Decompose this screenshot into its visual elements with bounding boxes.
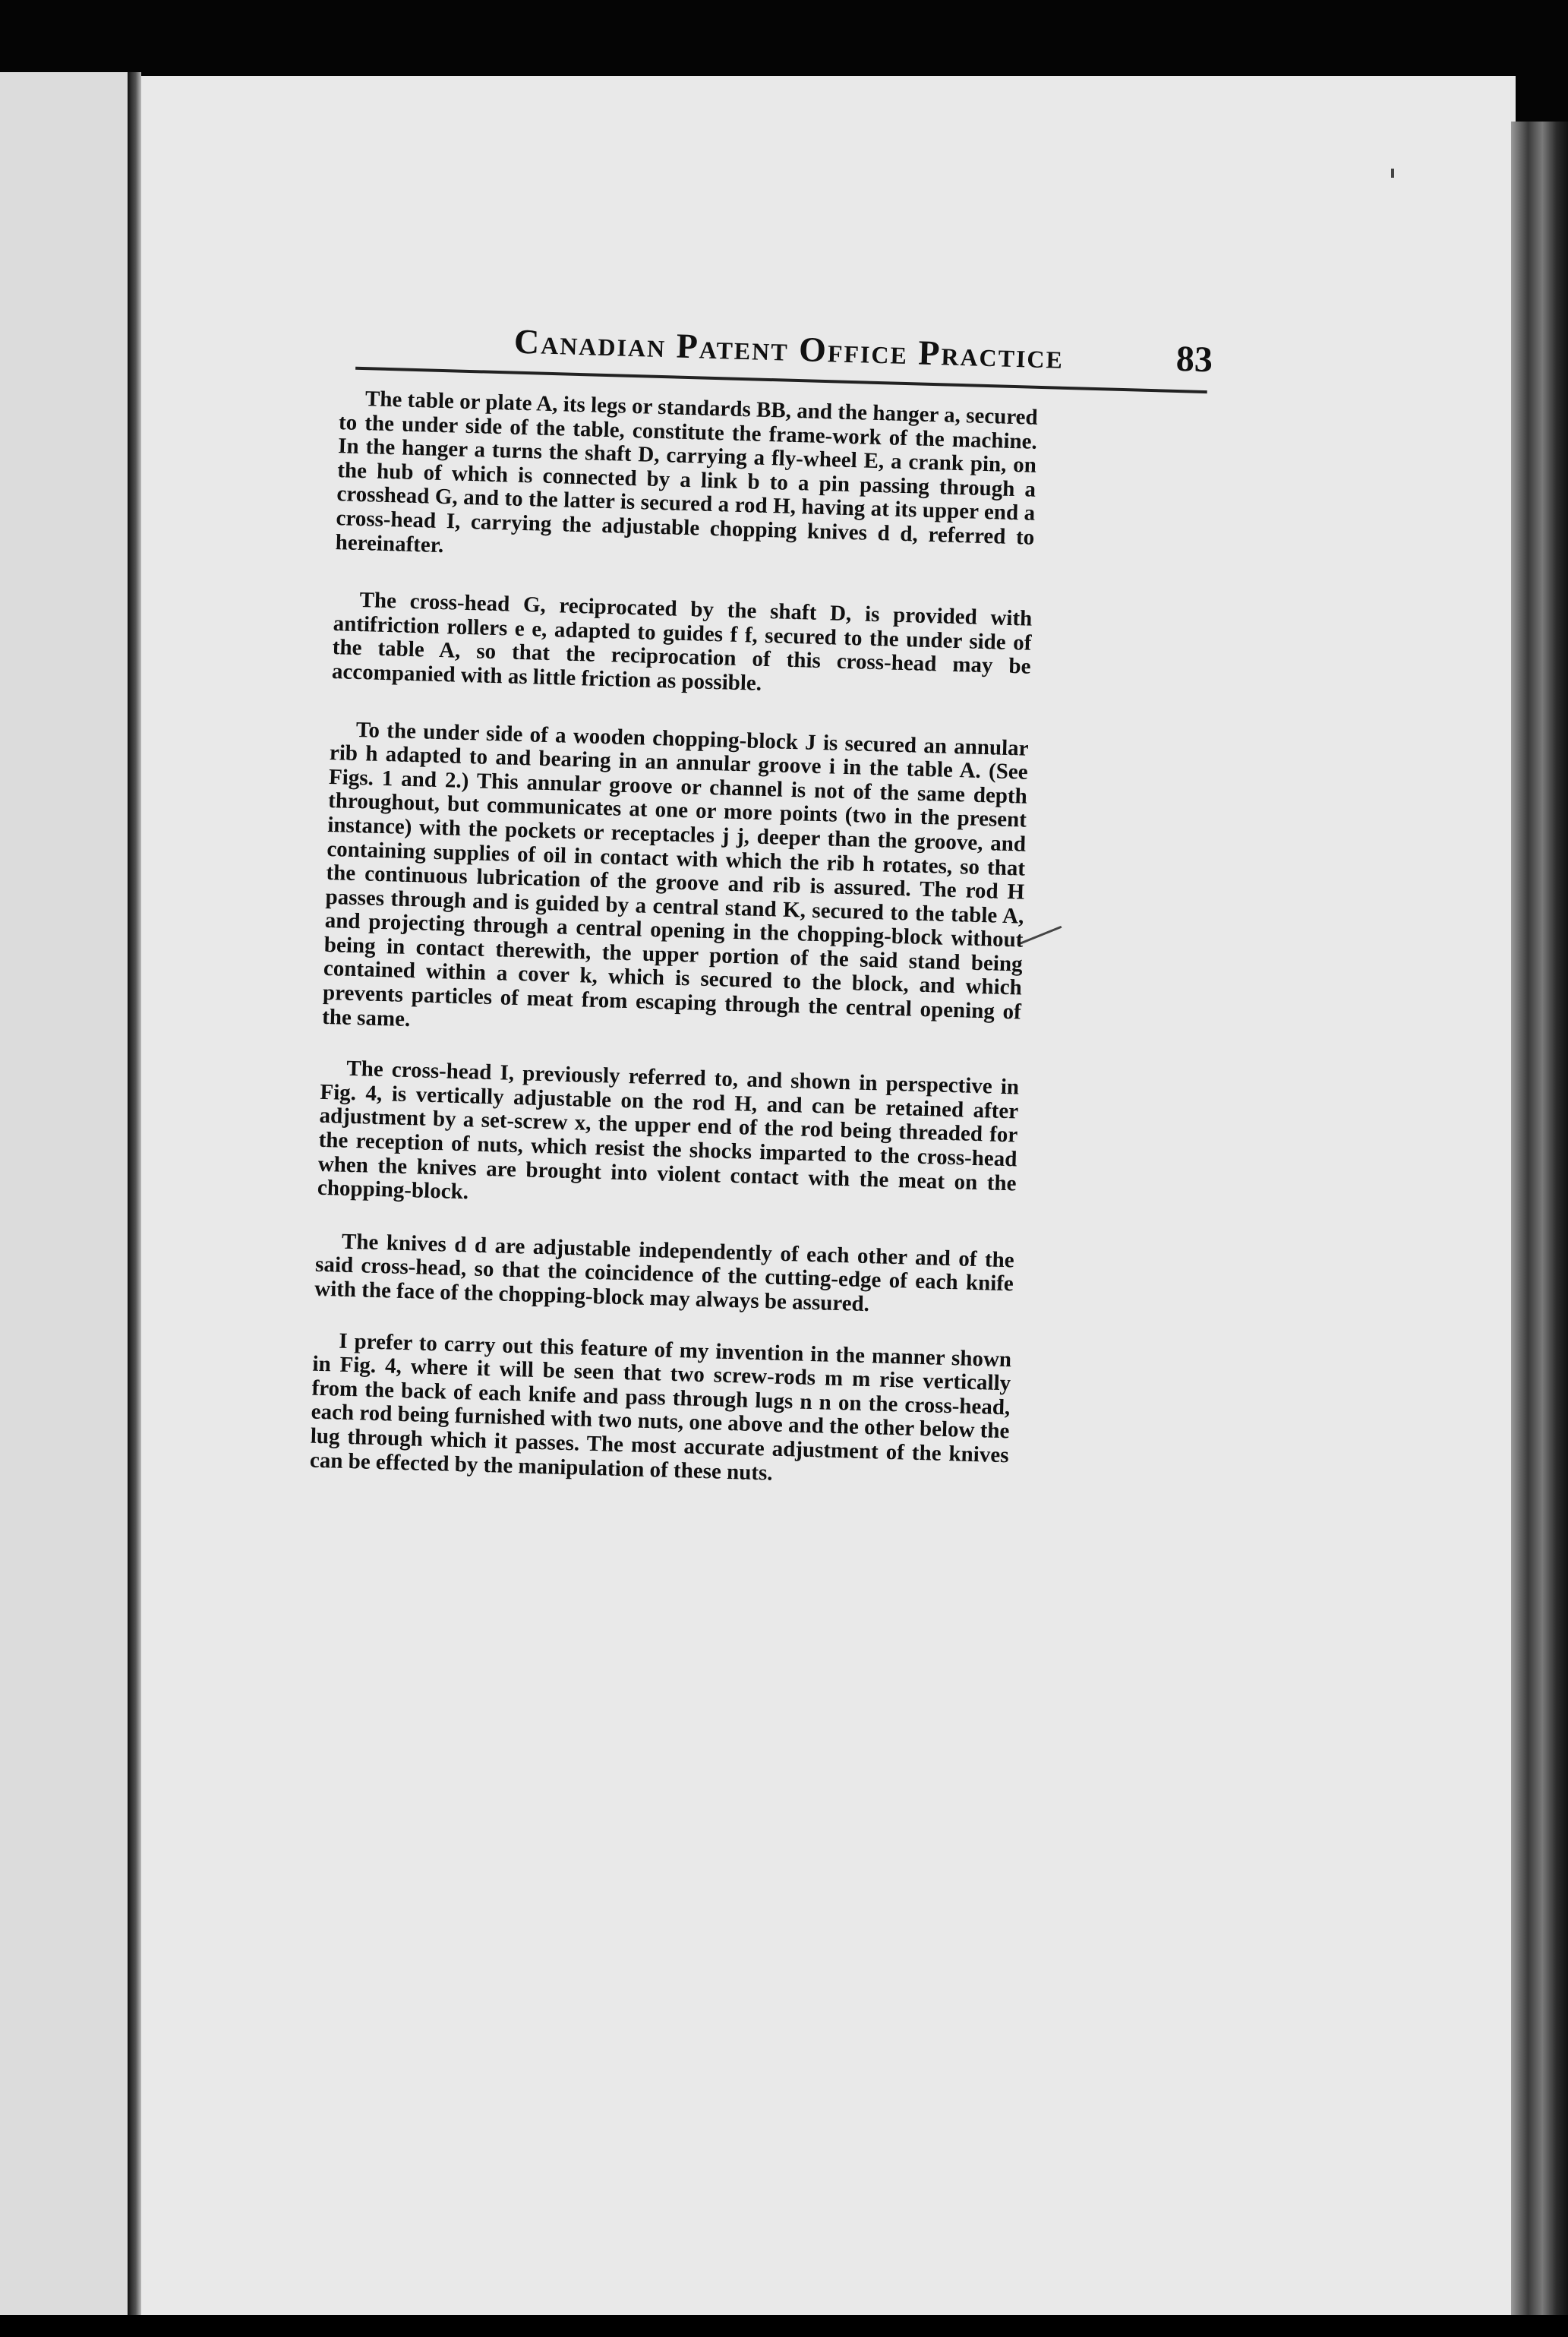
paragraph-cross-head-g: The cross-head G, reciprocated by the shaft D, is provided with antifriction rollers e e, adapted to guides f f, secured to the under side of the table A, so that the reciprocation of this cross-head may be accompanied with as little friction as possible. <box>331 588 1033 696</box>
paragraph-knives: The knives d d are adjustable independently of each other and of the said cross-head, so that the coincidence of the cutting-edge of each knife with the face of the chopping-block may always be assured. <box>314 1229 1015 1317</box>
paragraph-frame-work: The table or plate A, its legs or standards BB, and the hanger a, secured to the under side of the table, constitute the frame-work of the machine. In the hanger a turns the shaft D, carrying a fly-wheel E, a crank pin, on the hub of which is connected by a link b to a pin passing through a crosshead G, and to the latter is secured a rod H, having at its upper end a cross-head I, carrying the adjustable chopping knives d d, referred to hereinafter. <box>335 387 1039 557</box>
running-head: Canadian Patent Office Practice <box>513 321 1065 376</box>
paragraph-chopping-block: To the under side of a wooden chopping-block J is secured an annular rib h adapted to and bearing in an annular groove i in the table A. (See Figs. 1 and 2.) This annular groove or channel is not of the same depth throughout, but communicates at one or more points (two in the present instance) with the pockets or receptacles j j, deeper than the groove, and containing supplies of oil in contact with which the rib h rotates, so that the continuous lubrication of the groove and rib is assured. The rod H passes through and is guided by a central stand K, secured to the table A, and projecting through a central opening in the chopping-block without being in contact therewith, the upper portion of the said stand being contained within a cover k, which is secured to the block, and which prevents particles of meat from escaping through the central opening of the same. <box>321 717 1029 1031</box>
paragraph-adjustment: I prefer to carry out this feature of my invention in the manner shown in Fig. 4, where it will be seen that two screw-rods m m rise vertically from the back of each knife and pass through lugs n n on the cross-head, each rod being furnished with two nuts, one above and the other below the lug through which it passes. The most accurate adjustment of the knives can be effected by the manipulation of these nuts. <box>309 1328 1012 1486</box>
paragraph-cross-head-i: The cross-head I, previously referred to, and shown in perspective in Fig. 4, is vertically adjustable on the rod H, and can be retained after adjustment by a set-screw x, the upper end of the rod being threaded for the reception of nuts, which resist the shocks imparted to the cross-head when the knives are brought into violent contact with the meat on the chopping-block. <box>317 1056 1020 1205</box>
body-text <box>308 387 1038 1525</box>
page-number: 83 <box>1175 338 1213 381</box>
